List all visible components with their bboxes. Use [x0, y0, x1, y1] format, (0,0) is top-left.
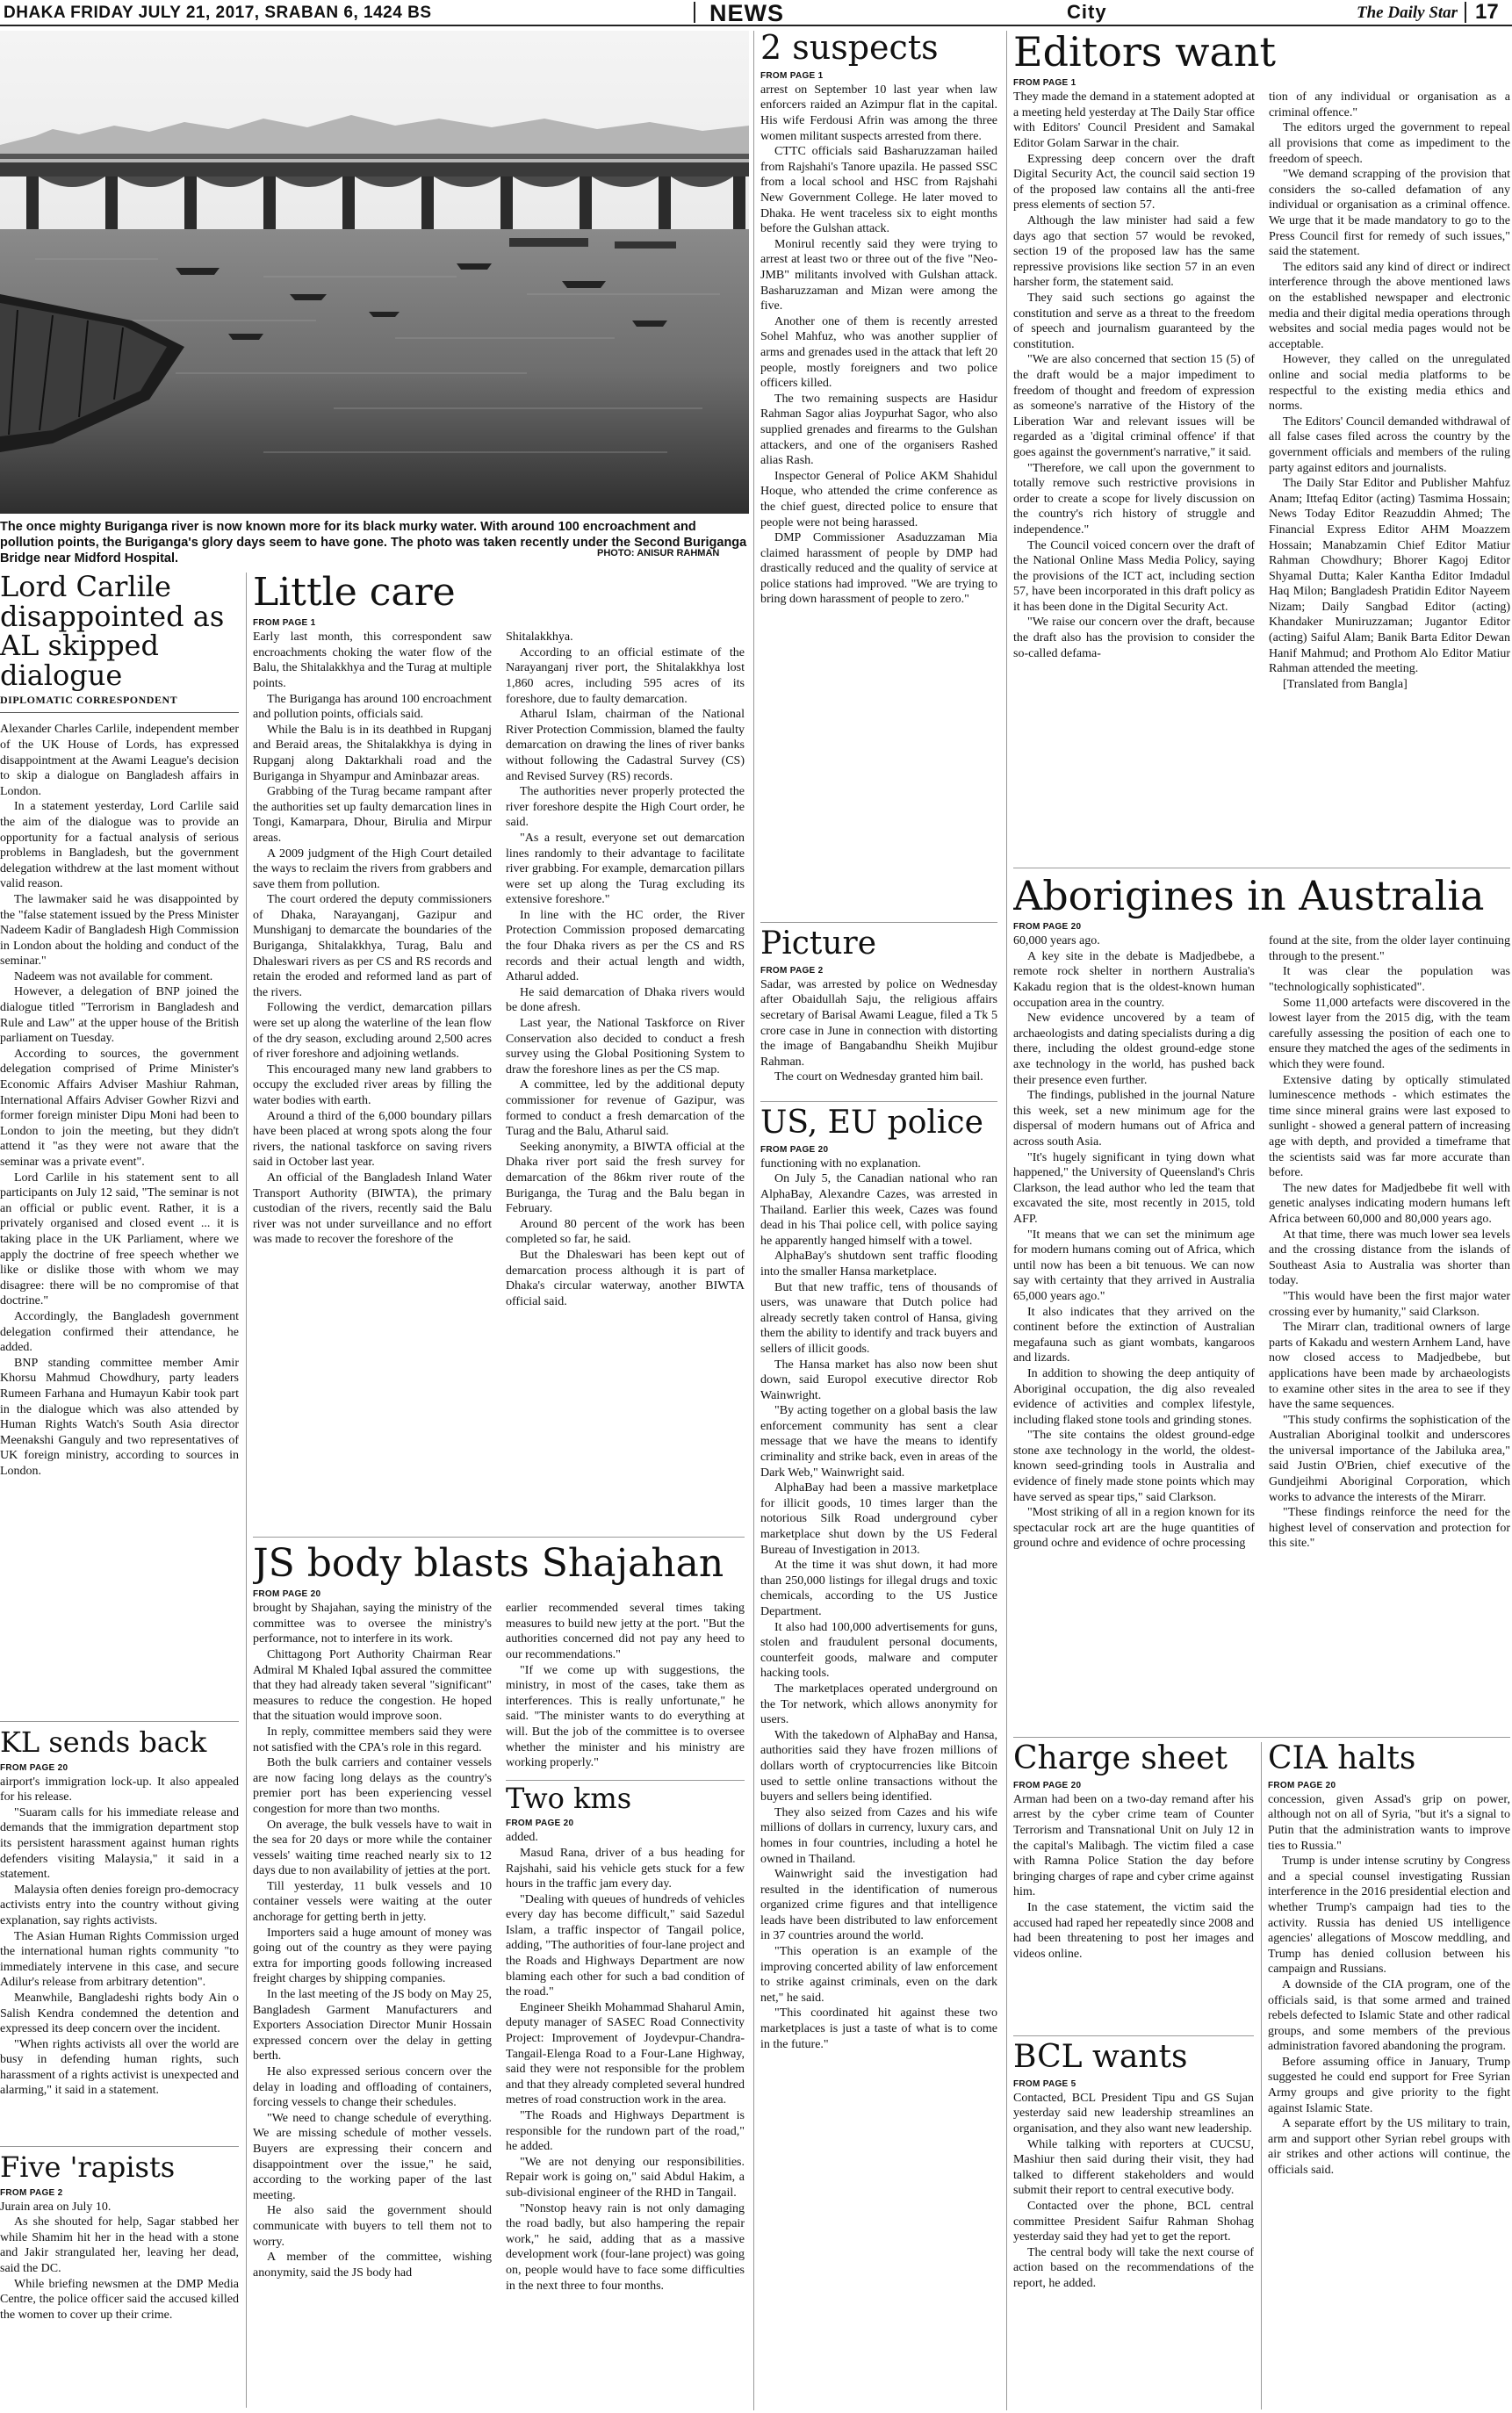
- paragraph: The editors urged the government to repeal all provisions that come as impediment to the freedom of speech.: [1269, 121, 1510, 166]
- jump-line: FROM PAGE 1: [253, 618, 316, 629]
- paragraph: According to sources, the government delegation comprised of Prime Minister's Economic Affairs Adviser Mashiur Rahman, International Affairs Adviser Gowher Rizvi and former foreign minister Dipu Moni had been to London to join the meeting, but they didn't attend it "as they were not aware that the seminar was a private event".: [0, 1047, 239, 1169]
- paragraph: Shitalakkhya.: [506, 630, 573, 645]
- headline: Editors want: [1013, 31, 1277, 76]
- article-body: [0, 2200, 239, 2323]
- paragraph: "The Roads and Highways Department is responsible for the rundown part of the road," he added.: [506, 2109, 745, 2154]
- paragraph: "We need to change schedule of everything. We are missing schedule of mother vessels. Buyers are expressing their concern and disappointment over the issue," he said, according to the working paper of the last meeting.: [253, 2111, 492, 2202]
- article-picture: [760, 927, 997, 1098]
- headline: US, EU police: [760, 1106, 983, 1141]
- divider: [753, 31, 754, 2410]
- article-two-kms: [506, 1780, 745, 2294]
- article-body: [760, 977, 997, 1085]
- paragraph: "It's hugely significant in tying down what happened," the University of Queensland's Chris Clarkson, the lead author who led the team that excavated the site, most recently in 2015, told AFP.: [1013, 1150, 1255, 1226]
- divider: [760, 922, 997, 923]
- jump-line: FROM PAGE 2: [0, 2187, 63, 2198]
- paragraph: "Suaram calls for his immediate release and demands that the immigration department stop its persistent harassment against human rights defenders visiting Malaysia," it said in a statement.: [0, 1805, 239, 1882]
- city-label: City: [1067, 1, 1107, 23]
- paragraph: Atharul Islam, chairman of the National River Protection Commission, blamed the faulty demarcation on drawing the lines of river banks without following the Cadastral Survey (CS) and Revised Survey (RS) records.: [506, 708, 745, 783]
- paragraph: He said demarcation of Dhaka rivers would be done afresh.: [506, 985, 745, 1015]
- paragraph: Lord Carlile in his statement sent to all participants on July 12 said, "The seminar is not an official or public event. Rather, it is a privately organised and closed event ... it is taking place in the UK Parliament, where we apply the doctrine of free speech whether we like or dislike those with whom we may disagree: there will be no compromise of that doctrine.": [0, 1170, 239, 1308]
- paragraph: The Mirarr clan, traditional owners of large parts of Kakadu and western Arnhem Land, have now closed access to Madjedbebe, but applications have been made by archaeologists to examine other sites in the area to see if they have the same sequences.: [1269, 1321, 1510, 1412]
- jump-line: FROM PAGE 2: [760, 965, 824, 976]
- divider: [694, 2, 695, 23]
- paper-logo: The Daily Star: [1357, 4, 1458, 22]
- paragraph: Early last month, this correspondent saw encroachments choking the water flow of the Balu, the Shitalakkhya and the Turag at multiple points.: [253, 630, 492, 690]
- paragraph: Monirul recently said they were trying to arrest at least two or three out of the five "Neo-JMB" militants involved with Gulshan attack. Basharuzzaman and Mizan were among the five.: [760, 237, 997, 313]
- paragraph: The editors said any kind of direct or indirect interference through the above mentioned laws on the established newspaper and electronic media and their digital media operations through websites and social media pages would not be acceptable.: [1269, 260, 1510, 351]
- article-charge-sheet: [1013, 1742, 1254, 2032]
- paragraph: added.: [506, 1831, 538, 1845]
- paragraph: While talking with reporters at CUCSU, Mashiur then said during their visit, they had talked to different stakeholders and would submit their report to central executive body.: [1013, 2137, 1254, 2198]
- paragraph: Masud Rana, driver of a bus heading for Rajshahi, said his vehicle gets stuck for a few hours in the traffic jam every day.: [506, 1846, 745, 1891]
- paragraph: As she shouted for help, Sagar stabbed her while Shamim hit her in the head with a stone and Jakir strangulated her, leaving her dead, said the DC.: [0, 2215, 239, 2275]
- paragraph: New evidence uncovered by a team of archaeologists and dating specialists during a dig there, including the oldest ground-edge stone axe technology in the world, has pushed back their presence even further.: [1013, 1012, 1255, 1087]
- jump-line: FROM PAGE 20: [1013, 922, 1082, 933]
- paragraph: The two remaining suspects are Hasidur Rahman Sagor alias Joypurhat Sagor, who also supplied grenades and firearms to the Gulshan attackers, and one of the organisers Rashed alias Rash.: [760, 392, 997, 468]
- article-body: [1013, 1792, 1254, 1963]
- dateline: DHAKA FRIDAY JULY 21, 2017, SRABAN 6, 1424 BS: [4, 4, 432, 22]
- paragraph: The marketplaces operated underground on the Tor network, which allows anonymity for users.: [760, 1682, 997, 1727]
- article-body: [760, 83, 997, 608]
- article-body: [760, 1156, 997, 2052]
- paragraph: Grabbing of the Turag became rampant after the authorities set up faulty demarcation lines in Tongi, Kamarpara, Dhour, Birulia and Mirpur areas.: [253, 785, 492, 845]
- article-bcl: [1013, 2041, 1254, 2409]
- paragraph: Around 80 percent of the work has been completed so far, he said.: [506, 1217, 745, 1247]
- paragraph: "We are also concerned that section 15 (5) of the draft would be a major impediment to freedom of thought and freedom of expression as someone's narrative of the History of the Liberation War and relevant issues will be regarded as a 'digital criminal offence' if that goes against the government's narrative," it said.: [1013, 353, 1255, 459]
- paragraph: Engineer Sheikh Mohammad Shaharul Amin, deputy manager of SASEC Road Connectivity Project: Improvement of Joydevpur-Chandra-Tangail-Elenga Road to a Four-Lane Highway, said they were not responsible for the problem and that they already completed several hundred metres of road construction work in the area.: [506, 2000, 745, 2107]
- paragraph: It was clear the population was "technologically sophisticated".: [1269, 965, 1510, 995]
- headline: Five 'rapists: [0, 2153, 176, 2184]
- paragraph: Arman had been on a two-day remand after his arrest by the cyber crime team of Counter Terrorism and Transnational Unit on July 12 in the capital's Malibagh. The victim filed a case with Ramna Police Station the day before bringing charges of rape and cyber crime against him.: [1013, 1792, 1254, 1899]
- section-name: NEWS: [709, 0, 784, 26]
- paragraph: In a statement yesterday, Lord Carlile said the aim of the dialogue was to provide an opportunity for a factual analysis of serious problems in Bangladesh, but the government delegation withdrew at the last moment without valid reason.: [0, 800, 239, 891]
- paragraph: The Buriganga has around 100 encroachment and pollution points, officials said.: [253, 692, 492, 722]
- paragraph: earlier recommended several times taking measures to build new jetty at the port. "But the authorities concerned did not pay any heed to our recommendations.": [506, 1602, 745, 1661]
- paragraph: A member of the committee, wishing anonymity, said the JS body had: [253, 2251, 492, 2280]
- article-js-body: [253, 1544, 745, 2409]
- headline: Picture: [760, 927, 877, 962]
- paragraph: Importers said a huge amount of money was going out of the country as they were paying extra for importing goods following increased freight charges by shipping companies.: [253, 1926, 492, 1986]
- paragraph: "Dealing with queues of hundreds of vehicles every day has become difficult," said Sazedul Islam, a traffic inspector of Tangail police, adding, "The authorities of four-lane project and the Roads and Highways Department are now blaming each other for such a bad condition of the road.": [506, 1892, 745, 1999]
- article-column: [253, 630, 492, 1309]
- paragraph: While briefing newsmen at the DMP Media Centre, the police officer said the accused killed the women to cover up their crime.: [0, 2277, 239, 2322]
- paragraph: AlphaBay had been a massive marketplace for illicit goods, 10 times larger than the notorious Silk Road underground cyber marketplace shut down by the US Federal Bureau of Investigation in 2013.: [760, 1481, 997, 1557]
- paragraph: Jurain area on July 10.: [0, 2200, 112, 2214]
- paragraph: Trump is under intense scrutiny by Congress and a special counsel investigating Russian interference in the 2016 presidential election and whether Trump's campaign had ties to the activity. Russia has denied US intelligence agencies' allegations of Moscow meddling, and Trump has denied collusion between his campaign and Russians.: [1268, 1855, 1510, 1977]
- article-column: [506, 1601, 745, 2294]
- paragraph: But the Dhaleswari has been kept out of demarcation process although it is part of Dhaka's circular waterway, another BIWTA official said.: [506, 1248, 745, 1308]
- paragraph: This encouraged many new land grabbers to occupy the excluded river areas by filling the water bodies with earth.: [253, 1062, 492, 1107]
- article-column: [1269, 90, 1510, 692]
- paragraph: CTTC officials said Basharuzzaman hailed from Rajshahi's Tanore upazila. He passed SSC from a local school and HSC from Rajshahi New Government College. He later moved to Dhaka. He went traceless six to eight months before the Gulshan attack.: [760, 145, 997, 236]
- article-cia: [1268, 1742, 1510, 2409]
- paragraph: But that new traffic, tens of thousands of users, was unaware that Dutch police had already secretly taken control of Hansa, giving them the ability to identify and track buyers and sellers of illicit goods.: [760, 1280, 997, 1356]
- paragraph: 60,000 years ago.: [1013, 934, 1100, 948]
- jump-line: FROM PAGE 20: [760, 1144, 829, 1155]
- jump-line: FROM PAGE 5: [1013, 2078, 1076, 2089]
- jump-line: FROM PAGE 1: [1013, 78, 1076, 89]
- paragraph: The Asian Human Rights Commission urged the international human rights community "to immediately intervene in this case, and secure Adilur's release from arbitrary detention".: [0, 1929, 239, 1990]
- divider: [1013, 1737, 1510, 1738]
- photo-caption: The once mighty Buriganga river is now known more for its black murky water. With around 100 encroachment and pollution points, the Buriganga's glory days seem to have gone. The photo was taken recently under the Second Buriganga Bridge near Midford Hospital.: [0, 520, 747, 565]
- paragraph: Both the bulk carriers and container vessels are now facing long delays as the country's premier port has been experiencing vessel congestion for more than two months.: [253, 1756, 492, 1816]
- paragraph: They made the demand in a statement adopted at a meeting held yesterday at The Daily Star office with Editors' Council President and Samakal Editor Golam Sarwar in the chair.: [1013, 90, 1255, 151]
- headline: 2 suspects: [760, 31, 939, 67]
- paragraph: The Council voiced concern over the draft of the National Online Mass Media Policy, saying the provisions of the ICT act, including section 57, have been incorporated in this draft policy as it has been done in the Digital Security Act.: [1013, 538, 1255, 614]
- paragraph: The Daily Star Editor and Publisher Mahfuz Anam; Ittefaq Editor (acting) Tasmima Hossain; News Today Editor Reazuddin Ahmed; The Financial Express Editor AHM Moazzem Hossain; Manabzamin Chief Editor Matiur Rahman Chowdhury; Bhorer Kagoj Editor Shyamal Dutta; Kaler Kantha Editor Imdadul Haq Milon; Bangladesh Pratidin Editor Nayeem Nizam; Daily Sangbad Editor (acting) Khandaker Muniruzzaman; Jugantor Editor (acting) Saiful Alam; Banik Barta Editor Dewan Hanif Mahmud; and Prothom Alo Editor Matiur Rahman attended the meeting.: [1269, 477, 1510, 676]
- paragraph: On July 5, the Canadian national who ran AlphaBay, Alexandre Cazes, was arrested in Thailand. Earlier this week, Cazes was found dead in his Thai police cell, with police saying he apparently hanged himself with a towel.: [760, 1172, 997, 1248]
- river-photo: [0, 31, 749, 514]
- headline: Two kms: [506, 1781, 632, 1815]
- paragraph: Extensive dating by optically stimulated luminescence methods - which estimates the time since mineral grains were last exposed to sunlight - showed a general pattern of increasing age with depth, and provided a timeframe that the scientists said was far more accurate than before.: [1269, 1073, 1510, 1180]
- paragraph: In reply, committee members said they were not satisfied with the CPA's role in this regard.: [253, 1725, 492, 1754]
- paragraph: Following the verdict, demarcation pillars were set up along the waterline of the lean flow of the dry season, excluding around 2,500 acres of river foreshore and adjoining wetlands.: [253, 1001, 492, 1062]
- paragraph: "This would have been the first major water crossing ever by humanity," said Clarkson.: [1269, 1289, 1510, 1319]
- paragraph: Contacted over the phone, BCL central committee President Saifur Rahman Shohag yesterday said they had yet to get the report.: [1013, 2199, 1254, 2244]
- paragraph: In line with the HC order, the River Protection Commission proposed demarcating the four Dhaka rivers as per the CS and RS records and their actual length and width, Atharul added.: [506, 908, 745, 984]
- paragraph: brought by Shajahan, saying the ministry of the committee was to oversee the ministry's performance, not to interfere in its work.: [253, 1602, 492, 1646]
- paragraph: A key site in the debate is Madjedbebe, a remote rock shelter in northern Australia's Kakadu region that is the oldest-known human occupation area in the country.: [1013, 949, 1255, 1010]
- article-us-eu-police: [760, 1106, 997, 2410]
- paragraph: "We raise our concern over the draft, because the draft also has the provision to consider the so-called defama-: [1013, 616, 1255, 660]
- paragraph: However, they called on the unregulated online and social media platforms to be respectful to the existing media ethics and norms.: [1269, 353, 1510, 414]
- paragraph: concession, given Assad's grip on power, although not on all of Syria, "but it's a signal to Putin that the administration wants to improve ties to Russia.": [1268, 1792, 1510, 1853]
- paragraph: "By acting together on a global basis the law enforcement community has sent a clear message that we have the means to identify criminality and strike back, even in areas of the Dark Web," Wainwright said.: [760, 1404, 997, 1480]
- article-body: [1268, 1792, 1510, 2179]
- paragraph: "It means that we can set the minimum age for modern humans coming out of Africa, which until now has been a bit tenuous. We can now say with certainty that they arrived in Australia 65,000 years ago.": [1013, 1228, 1255, 1303]
- jump-line: FROM PAGE 20: [1013, 1780, 1082, 1790]
- paragraph: Wainwright said the investigation had resulted in the identification of numerous organized crime figures and that intelligence leads have been distributed to law enforcement in 37 countries around the world.: [760, 1868, 997, 1943]
- paragraph: Although the law minister had said a few days ago that section 57 would be revoked, section 19 of the proposed law has the same repressive provisions like section 57 in an even harsher form, the statement said.: [1013, 214, 1255, 290]
- divider: [1013, 2035, 1254, 2036]
- paragraph: Nadeem was not available for comment.: [14, 969, 213, 983]
- article-column: [506, 630, 745, 1309]
- article-editors-want: [1013, 31, 1510, 891]
- article-suspects: [760, 31, 997, 926]
- headline: KL sends back: [0, 1728, 207, 1759]
- divider: [1465, 2, 1466, 23]
- divider: [253, 1537, 745, 1538]
- paragraph: With the takedown of AlphaBay and Hansa, authorities said they have frozen millions of dollars worth of cryptocurrencies like Bitcoin used to settle online transactions without the buyers and sellers being identified.: [760, 1728, 997, 1804]
- paragraph: They also seized from Cazes and his wife millions of dollars in currency, luxury cars, and homes in four countries, including a hotel he owned in Thailand.: [760, 1805, 997, 1866]
- paragraph: "If we come up with suggestions, the ministry, in most of the cases, take them as interferences. This is really unfortunate," he said. "The minister wants to do everything at will. But the job of the committee is to oversee whether the minister and his ministry are working properly.": [506, 1663, 745, 1770]
- article-carlile: [0, 573, 239, 1714]
- paragraph: A downside of the CIA program, one of the officials said, is that some armed and trained rebels defected to Islamic State and other radical groups, and some members of the previous administration favored abandoning the program.: [1268, 1977, 1510, 2054]
- paragraph: "These findings reinforce the need for the highest level of conservation and protection for this site.": [1269, 1506, 1510, 1551]
- paragraph: They said such sections go against the constitution and serve as a threat to the freedom of speech and journalism guaranteed by the constitution.: [1013, 292, 1255, 351]
- paragraph: However, a delegation of BNP joined the dialogue titled "Terrorism in Bangladesh and Rule and Law" at the upper house of the British parliament on Tuesday.: [0, 985, 239, 1046]
- paragraph: DMP Commissioner Asaduzzaman Mia claimed harassment of people by DMP had drastically reduced and the quality of service at police stations had improved. "We are trying to bring down harassment of people to zero.": [760, 531, 997, 607]
- paragraph: At that time, there was much lower sea levels and the crossing distance from the islands of Southeast Asia to Australia was shorter than today.: [1269, 1228, 1510, 1288]
- headline: Charge sheet: [1013, 1742, 1228, 1776]
- paragraph: BNP standing committee member Amir Khorsu Mahmud Chowdhury, party leaders Rumeen Farhana and Humayun Kabir took part in the dialogue which was also attended by Human Rights Watch's South Asia director Meenakshi Ganguly and two representatives of UK foreign ministry, according to sources in London.: [0, 1356, 239, 1478]
- paragraph: The lawmaker said he was disappointed by the "false statement issued by the Press Minister Nadeem Kadir of Bangladesh High Commission in London about the holding and conduct of the seminar.": [0, 892, 239, 969]
- paragraph: The court on Wednesday granted him bail.: [774, 1070, 983, 1084]
- paragraph: The Hansa market has also now been shut down, said Europol executive director Rob Wainwright.: [760, 1358, 997, 1402]
- paragraph: A separate effort by the US military to train, arm and support other Syrian rebel groups with air strikes and other actions will continue, the officials said.: [1268, 2117, 1510, 2178]
- paragraph: Meanwhile, Bangladeshi rights body Ain o Salish Kendra condemned the detention and expressed its deep concern over the incident.: [0, 1991, 239, 2036]
- paragraph: [Translated from Bangla]: [1283, 677, 1408, 691]
- paragraph: tion of any individual or organisation as a criminal offence.": [1269, 90, 1510, 119]
- paragraph: "Nonstop heavy rain is not only damaging the road badly, but also hampering the repair work," he said, adding that as a massive development work (four-lane project) was going on, people would have to face some difficulties in the next three to four months.: [506, 2201, 745, 2293]
- paragraph: Sadar, was arrested by police on Wednesday after Obaidullah Saju, the religious affairs secretary of Barisal Awami League, filed a Tk 5 crore case in June in connection with distorting the image of Bangabandhu Sheikh Mujibur Rahman.: [760, 977, 997, 1069]
- paragraph: "Most striking of all in a region known for its spectacular rock art are the huge quantities of ground ochre and evidence of ochre processing: [1013, 1506, 1255, 1551]
- paragraph: "This study confirms the sophistication of the Australian Aboriginal toolkit and underscores the universal importance of the Jabiluka area," said Justin O'Brien, chief executive of the Gundjeihmi Aboriginal Corporation, which works to advance the interests of the Mirarr.: [1269, 1413, 1510, 1504]
- paragraph: In the case statement, the victim said the accused had raped her repeatedly since 2008 and had been threatening to post her images and videos online.: [1013, 1900, 1254, 1961]
- paragraph: arrest on September 10 last year when law enforcers raided an Azimpur flat in the capital. His wife Ferdousi Afrin was among the three women militant suspects arrested from there.: [760, 83, 997, 143]
- paragraph: Accordingly, the Bangladesh government delegation confirmed their attendance, he added.: [0, 1309, 239, 1355]
- paragraph: airport's immigration lock-up. It also appealed for his release.: [0, 1775, 239, 1804]
- headline: Little care: [253, 573, 456, 615]
- divider: [760, 1101, 997, 1102]
- divider: [246, 573, 247, 2408]
- paragraph: At the time it was shut down, it had more than 250,000 listings for illegal drugs and toxic chemicals, according to the US Justice Department.: [760, 1559, 997, 1619]
- paragraph: Alexander Charles Carlile, independent member of the UK House of Lords, has expressed disappointment at the Awami League's decision to skip a dialogue on Bangladesh affairs in London.: [0, 723, 239, 798]
- paragraph: While the Balu is in its deathbed in Rupganj and Beraid areas, the Shitalakkhya is dying in Rupganj along Daktarkhali road and the Buriganga in Shyampur and Aminbazar areas.: [253, 723, 492, 783]
- headline: JS body blasts Shajahan: [253, 1544, 724, 1586]
- paragraph: The central body will take the next course of action based on the recommendations of the report, he added.: [1013, 2245, 1254, 2290]
- paragraph: functioning with no explanation.: [760, 1156, 921, 1170]
- paragraph: He also expressed serious concern over the delay in loading and offloading of containers, forcing vessels to change their schedules.: [253, 2065, 492, 2110]
- paragraph: The authorities never properly protected the river foreshore despite the High Court order, he said.: [506, 785, 745, 830]
- paragraph: Around a third of the 6,000 boundary pillars have been placed at wrong spots along the four rivers, the national taskforce on saving rivers said in October last year.: [253, 1109, 492, 1170]
- masthead: [0, 0, 1512, 26]
- jump-line: FROM PAGE 20: [253, 1589, 321, 1600]
- paragraph: Malaysia often denies foreign pro-democracy activists entry into the country without giving explanation, say rights activists.: [0, 1883, 239, 1927]
- article-column: [1013, 933, 1255, 1552]
- paragraph: Till yesterday, 11 bulk vessels and 10 container vessels were waiting at the outer anchorage for getting berth in jetty.: [253, 1879, 492, 1925]
- paragraph: Inspector General of Police AKM Shahidul Hoque, who attended the crime conference as the chief guest, directed police to ensure that people were not being harassed.: [760, 469, 997, 529]
- paragraph: Last year, the National Taskforce on River Conservation also decided to conduct a fresh survey using the Global Positioning System to draw the foreshore lines as per the CS map.: [506, 1017, 745, 1077]
- article-body: [1013, 2091, 1254, 2292]
- paragraph: AlphaBay's shutdown sent traffic flooding into the smaller Hansa marketplace.: [760, 1250, 997, 1279]
- article-body: [506, 1601, 745, 1771]
- article-kl: [0, 1728, 239, 2141]
- divider: [1261, 1742, 1262, 2409]
- headline: CIA halts: [1268, 1742, 1416, 1776]
- article-aborigines: [1013, 875, 1510, 1731]
- article-rapists: [0, 2153, 239, 2409]
- paragraph: A committee, led by the additional deputy commissioner for revenue of Gazipur, was formed to conduct a fresh demarcation of the Turag and the Balu, Atharul said.: [506, 1078, 745, 1139]
- paragraph: "We demand scrapping of the provision that considers the so-called defamation of any individual or organisation as a criminal offence. We urge that it be made mandatory to go to the Press Council first for remedy of such issues," said the statement.: [1269, 168, 1510, 259]
- headline: BCL wants: [1013, 2041, 1188, 2075]
- paragraph: An official of the Bangladesh Inland Water Transport Authority (BIWTA), the primary custodian of the rivers, recently said the Balu river was not under surveillance and no effort was made to recover the foreshore of the: [253, 1170, 492, 1247]
- paragraph: In the last meeting of the JS body on May 25, Bangladesh Garment Manufacturers and Exporters Association Director Munir Hossain expressed concern over the delay in getting berth.: [253, 1988, 492, 2064]
- photo-credit: PHOTO: ANISUR RAHMAN: [597, 548, 720, 558]
- paragraph: "This operation is an example of the improving concerted ability of law enforcement to strike against criminals, even on the dark net," he said.: [760, 1945, 997, 2005]
- paragraph: Contacted, BCL President Tipu and GS Sujan yesterday said new leadership streamlines an organisation, and they also want new leadership.: [1013, 2091, 1254, 2136]
- paragraph: Some 11,000 artefacts were discovered in the lowest layer from the 2015 dig, with the team carefully assessing the position of each one to ensure they matched the ages of the sediments in which they were found.: [1269, 996, 1510, 1072]
- divider: [1006, 31, 1007, 2410]
- article-body: [0, 1775, 239, 2099]
- paragraph: The findings, published in the journal Nature this week, set a new minimum age for the dispersal of modern humans out of Africa and across south Asia.: [1013, 1089, 1255, 1149]
- divider: [0, 2146, 239, 2147]
- paragraph: The new dates for Madjedbebe fit well with genetic analyses indicating modern humans left Africa between 60,000 and 80,000 years ago.: [1269, 1181, 1510, 1226]
- article-column: [253, 1601, 492, 2294]
- paragraph: According to an official estimate of the Narayanganj river port, the Shitalakkhya lost 1,860 acres, including 595 acres of its foreshore, due to faulty demarcation.: [506, 645, 745, 706]
- paragraph: "This coordinated hit against these two marketplaces is just a taste of what is to come in the future.": [760, 2006, 997, 2051]
- paragraph: found at the site, from the older layer continuing through to the present.": [1269, 934, 1510, 963]
- paragraph: On average, the bulk vessels have to wait in the sea for 20 days or more while the container vessels' waiting time reached nearly six to 12 days due to non availability of jetties at the port.: [253, 1818, 492, 1878]
- paragraph: "Therefore, we call upon the government to totally remove such restrictive provisions in order to create a scope for lively discussion on the country's rich history of struggle and independence.": [1013, 461, 1255, 537]
- paragraph: In addition to showing the deep antiquity of Aboriginal occupation, the dig also revealed evidence of activities and complex lifestyle, including flaked stone tools and grinding stones.: [1013, 1366, 1255, 1427]
- headline: Lord Carlile disappointed as AL skipped dialogue: [0, 573, 225, 692]
- paragraph: It also indicates that they arrived on the continent before the extinction of Australian megafauna such as giant wombats, kangaroos and lizards.: [1013, 1305, 1255, 1365]
- article-body: [0, 722, 239, 1479]
- byline: DIPLOMATIC CORRESPONDENT: [0, 694, 239, 713]
- article-column: [1013, 90, 1255, 692]
- paragraph: "We are not denying our responsibilities. Repair work is going on," said Abdul Hakim, a sub-divisional engineer of the RHD in Tangail.: [506, 2155, 745, 2200]
- article-little-care: [253, 573, 745, 1530]
- paragraph: Another one of them is recently arrested Sohel Mahfuz, who was another supplier of arms and grenades used in the attack that left 20 people, mostly foreigners and two police officers killed.: [760, 314, 997, 391]
- article-body: [506, 1830, 745, 2294]
- paragraph: A 2009 judgment of the High Court detailed the ways to reclaim the rivers from grabbers and save them from pollution.: [253, 846, 492, 891]
- paragraph: Seeking anonymity, a BIWTA official at the Dhaka river port said the fresh survey for demarcation of the 86km river route of the Buriganga, the Turag and the Balu began in February.: [506, 1140, 745, 1216]
- paragraph: He also said the government should communicate with buyers to tell them not to worry.: [253, 2204, 492, 2249]
- article-column: [1269, 933, 1510, 1552]
- paragraph: It also had 100,000 advertisements for guns, stolen and fraudulent personal documents, counterfeit goods, malware and computer hacking tools.: [760, 1620, 997, 1681]
- jump-line: FROM PAGE 20: [506, 1819, 574, 1829]
- paragraph: Chittagong Port Authority Chairman Rear Admiral M Khaled Iqbal assured the committee that they had already taken several "significant" measures to reduce the congestion. He hoped that the situation would improve soon.: [253, 1647, 492, 1724]
- paragraph: Before assuming office in January, Trump suggested he could end support for Free Syrian Army groups and give priority to the fight against Islamic State.: [1268, 2055, 1510, 2115]
- paragraph: "As a result, everyone set out demarcation lines randomly to their advantage to facilitate river grabbing. For example, demarcation pillars were set up along the Turag excluding its extensive foreshore.": [506, 831, 745, 907]
- paragraph: The Editors' Council demanded withdrawal of all false cases filed across the country by the government officials and members of the ruling party against editors and journalists.: [1269, 414, 1510, 475]
- paragraph: "The site contains the oldest ground-edge stone axe technology in the world, the oldest-known seed-grinding tools in Australia and evidence of finely made stone points which may have served as spear tips," said Clarkson.: [1013, 1429, 1255, 1504]
- paragraph: "When rights activists all over the world are busy in defending human rights, such harassment of a rights activist is unexpected and alarming," it said in a statement.: [0, 2037, 239, 2098]
- jump-line: FROM PAGE 20: [0, 1762, 68, 1773]
- page-number: 17: [1475, 0, 1499, 24]
- paragraph: Expressing deep concern over the draft Digital Security Act, the council said section 19 of the proposed law contains all the anti-free press elements of section 57.: [1013, 152, 1255, 212]
- jump-line: FROM PAGE 1: [760, 70, 824, 81]
- jump-line: FROM PAGE 20: [1268, 1780, 1336, 1790]
- divider: [0, 1721, 239, 1722]
- paragraph: The court ordered the deputy commissioners of Dhaka, Narayanganj, Gazipur and Munshiganj to demarcate the boundaries of the Buriganga, Shitalakkhya, Turag, Balu and Dhaleswari rivers as per CS and RS records and retain the eroded and reformed land as part of the rivers.: [253, 893, 492, 999]
- headline: Aborigines in Australia: [1013, 875, 1485, 919]
